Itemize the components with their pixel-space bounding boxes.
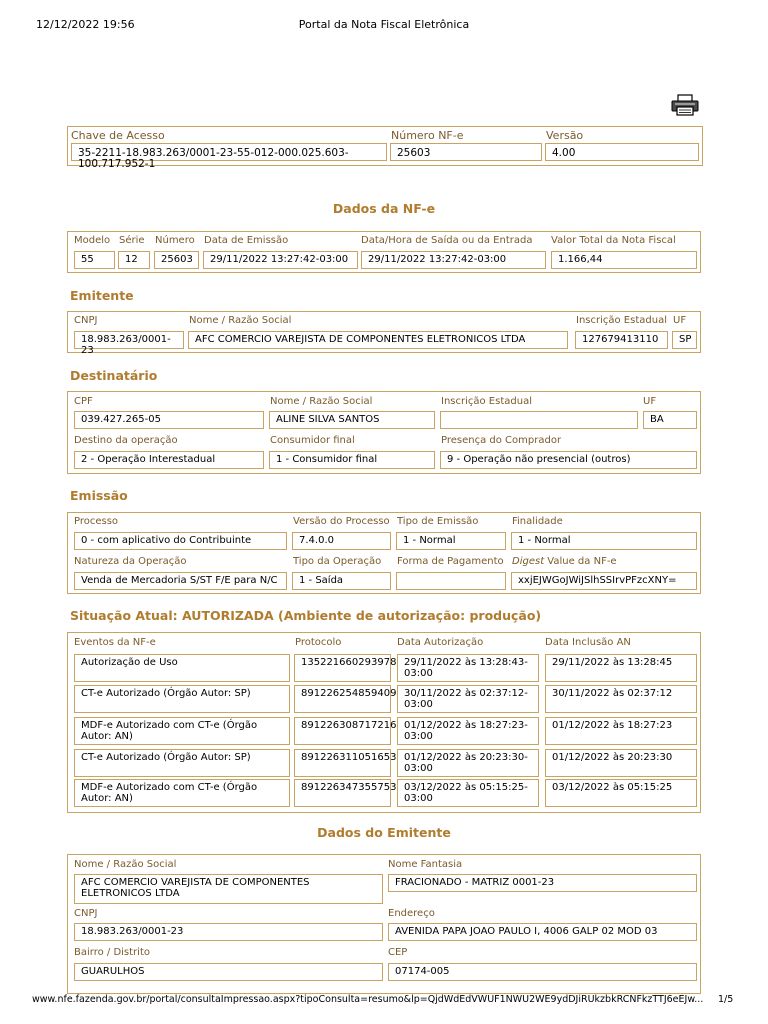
de-bairro-label: Bairro / Distrito bbox=[74, 947, 150, 958]
tipo-emissao-value: 1 - Normal bbox=[396, 532, 506, 550]
emitente-cnpj-value: 18.983.263/0001-23 bbox=[74, 331, 184, 349]
pagamento-label: Forma de Pagamento bbox=[397, 556, 504, 567]
consumidor-value: 1 - Consumidor final bbox=[269, 451, 435, 469]
versao-processo-label: Versão do Processo bbox=[293, 516, 390, 527]
dados-nfe-title: Dados da NF-e bbox=[332, 201, 436, 216]
de-endereco-label: Endereço bbox=[388, 908, 435, 919]
de-cnpj-value: 18.983.263/0001-23 bbox=[74, 923, 383, 941]
modelo-label: Modelo bbox=[74, 235, 111, 246]
tipo-operacao-value: 1 - Saída bbox=[292, 572, 391, 590]
de-nome-label: Nome / Razão Social bbox=[74, 859, 177, 870]
tipo-operacao-label: Tipo da Operação bbox=[293, 556, 382, 567]
finalidade-label: Finalidade bbox=[512, 516, 563, 527]
serie-label: Série bbox=[119, 235, 145, 246]
dest-nome-value: ALINE SILVA SANTOS bbox=[269, 411, 435, 429]
de-cep-value: 07174-005 bbox=[388, 963, 697, 981]
data-saida-value: 29/11/2022 13:27:42-03:00 bbox=[361, 251, 546, 269]
data-emissao-value: 29/11/2022 13:27:42-03:00 bbox=[203, 251, 358, 269]
serie-value: 12 bbox=[118, 251, 150, 269]
emitente-ie-value: 127679413110 bbox=[575, 331, 668, 349]
emitente-nome-label: Nome / Razão Social bbox=[189, 315, 292, 326]
destinatario-title: Destinatário bbox=[70, 368, 158, 383]
chave-label: Chave de Acesso bbox=[71, 129, 165, 142]
emitente-ie-label: Inscrição Estadual bbox=[576, 315, 667, 326]
de-cnpj-label: CNPJ bbox=[74, 908, 98, 919]
data-inclusao-header: Data Inclusão AN bbox=[545, 637, 631, 648]
situacao-title: Situação Atual: AUTORIZADA (Ambiente de autorização: produção) bbox=[70, 608, 542, 623]
de-fantasia-value: FRACIONADO - MATRIZ 0001-23 bbox=[388, 874, 697, 892]
numero-label: Número bbox=[155, 235, 195, 246]
versao-processo-value: 7.4.0.0 bbox=[292, 532, 391, 550]
data-autorizacao-cell: 30/11/2022 às 02:37:12-03:00 bbox=[397, 685, 539, 713]
data-autorizacao-cell: 03/12/2022 às 05:15:25-03:00 bbox=[397, 779, 539, 807]
dest-cpf-label: CPF bbox=[74, 396, 93, 407]
data-saida-label: Data/Hora de Saída ou da Entrada bbox=[361, 235, 533, 246]
protocolo-cell: 135221660293978 bbox=[294, 654, 391, 682]
numero-nfe-value: 25603 bbox=[390, 143, 542, 161]
processo-label: Processo bbox=[74, 516, 119, 527]
data-autorizacao-cell: 01/12/2022 às 20:23:30-03:00 bbox=[397, 749, 539, 777]
data-inclusao-cell: 29/11/2022 às 13:28:45 bbox=[545, 654, 697, 682]
evento-cell: CT-e Autorizado (Órgão Autor: SP) bbox=[74, 749, 290, 777]
evento-cell: CT-e Autorizado (Órgão Autor: SP) bbox=[74, 685, 290, 713]
natureza-value: Venda de Mercadoria S/ST F/E para N/C bbox=[74, 572, 287, 590]
emitente-uf-value: SP bbox=[672, 331, 697, 349]
digest-value: xxjEJWGoJWiJSlhSSIrvPFzcXNY= bbox=[511, 572, 697, 590]
printer-icon[interactable] bbox=[671, 94, 699, 116]
versao-value: 4.00 bbox=[545, 143, 699, 161]
de-bairro-value: GUARULHOS bbox=[74, 963, 383, 981]
de-fantasia-label: Nome Fantasia bbox=[388, 859, 463, 870]
print-url: www.nfe.fazenda.gov.br/portal/consultaImpressao.aspx?tipoConsulta=resumo&lp=QjdWdEdVWUF1NWU2WE9ydDJiRUkzbkRCNFkzTTJ6eEJw... bbox=[32, 994, 704, 1005]
finalidade-value: 1 - Normal bbox=[511, 532, 697, 550]
pagamento-value bbox=[396, 572, 506, 590]
print-page-number: 1/5 bbox=[718, 994, 734, 1005]
emitente-uf-label: UF bbox=[673, 315, 687, 326]
protocolo-cell: 891226254859409 bbox=[294, 685, 391, 713]
evento-cell: MDF-e Autorizado com CT-e (Órgão Autor: AN) bbox=[74, 717, 290, 745]
data-inclusao-cell: 01/12/2022 às 20:23:30 bbox=[545, 749, 697, 777]
protocolo-header: Protocolo bbox=[295, 637, 342, 648]
consumidor-label: Consumidor final bbox=[270, 435, 355, 446]
modelo-value: 55 bbox=[74, 251, 115, 269]
dest-cpf-value: 039.427.265-05 bbox=[74, 411, 264, 429]
de-cep-label: CEP bbox=[388, 947, 408, 958]
evento-cell: Autorização de Uso bbox=[74, 654, 290, 682]
dest-uf-value: BA bbox=[643, 411, 697, 429]
protocolo-cell: 891226311051653 bbox=[294, 749, 391, 777]
data-autorizacao-cell: 29/11/2022 às 13:28:43-03:00 bbox=[397, 654, 539, 682]
versao-label: Versão bbox=[546, 129, 584, 142]
emitente-nome-value: AFC COMERCIO VAREJISTA DE COMPONENTES ELETRONICOS LTDA bbox=[188, 331, 568, 349]
eventos-header: Eventos da NF-e bbox=[74, 637, 156, 648]
valor-total-label: Valor Total da Nota Fiscal bbox=[551, 235, 676, 246]
processo-value: 0 - com aplicativo do Contribuinte bbox=[74, 532, 287, 550]
data-autorizacao-cell: 01/12/2022 às 18:27:23-03:00 bbox=[397, 717, 539, 745]
emitente-title: Emitente bbox=[70, 288, 134, 303]
dest-ie-value bbox=[440, 411, 638, 429]
emitente-cnpj-label: CNPJ bbox=[74, 315, 98, 326]
dest-ie-label: Inscrição Estadual bbox=[441, 396, 532, 407]
data-autorizacao-header: Data Autorização bbox=[397, 637, 484, 648]
evento-cell: MDF-e Autorizado com CT-e (Órgão Autor: AN) bbox=[74, 779, 290, 807]
de-nome-value: AFC COMERCIO VAREJISTA DE COMPONENTES ELETRONICOS LTDA bbox=[74, 874, 383, 904]
data-inclusao-cell: 03/12/2022 às 05:15:25 bbox=[545, 779, 697, 807]
data-emissao-label: Data de Emissão bbox=[204, 235, 289, 246]
presenca-value: 9 - Operação não presencial (outros) bbox=[440, 451, 697, 469]
dados-emitente-title: Dados do Emitente bbox=[317, 825, 451, 840]
de-endereco-value: AVENIDA PAPA JOAO PAULO I, 4006 GALP 02 MOD 03 bbox=[388, 923, 697, 941]
digest-label: Digest Value da NF-e bbox=[512, 556, 617, 567]
emissao-title: Emissão bbox=[70, 488, 128, 503]
data-inclusao-cell: 01/12/2022 às 18:27:23 bbox=[545, 717, 697, 745]
protocolo-cell: 891226347355753 bbox=[294, 779, 391, 807]
valor-total-value: 1.166,44 bbox=[551, 251, 697, 269]
protocolo-cell: 891226308717216 bbox=[294, 717, 391, 745]
dest-uf-label: UF bbox=[643, 396, 657, 407]
destino-label: Destino da operação bbox=[74, 435, 178, 446]
numero-value: 25603 bbox=[154, 251, 199, 269]
tipo-emissao-label: Tipo de Emissão bbox=[397, 516, 479, 527]
natureza-label: Natureza da Operação bbox=[74, 556, 187, 567]
print-title: Portal da Nota Fiscal Eletrônica bbox=[298, 18, 470, 31]
numero-nfe-label: Número NF-e bbox=[391, 129, 464, 142]
presenca-label: Presença do Comprador bbox=[441, 435, 562, 446]
dest-nome-label: Nome / Razão Social bbox=[270, 396, 373, 407]
data-inclusao-cell: 30/11/2022 às 02:37:12 bbox=[545, 685, 697, 713]
destino-value: 2 - Operação Interestadual bbox=[74, 451, 264, 469]
chave-value: 35-2211-18.983.263/0001-23-55-012-000.025.603-100.717.952-1 bbox=[71, 143, 387, 161]
print-datetime: 12/12/2022 19:56 bbox=[36, 18, 135, 31]
